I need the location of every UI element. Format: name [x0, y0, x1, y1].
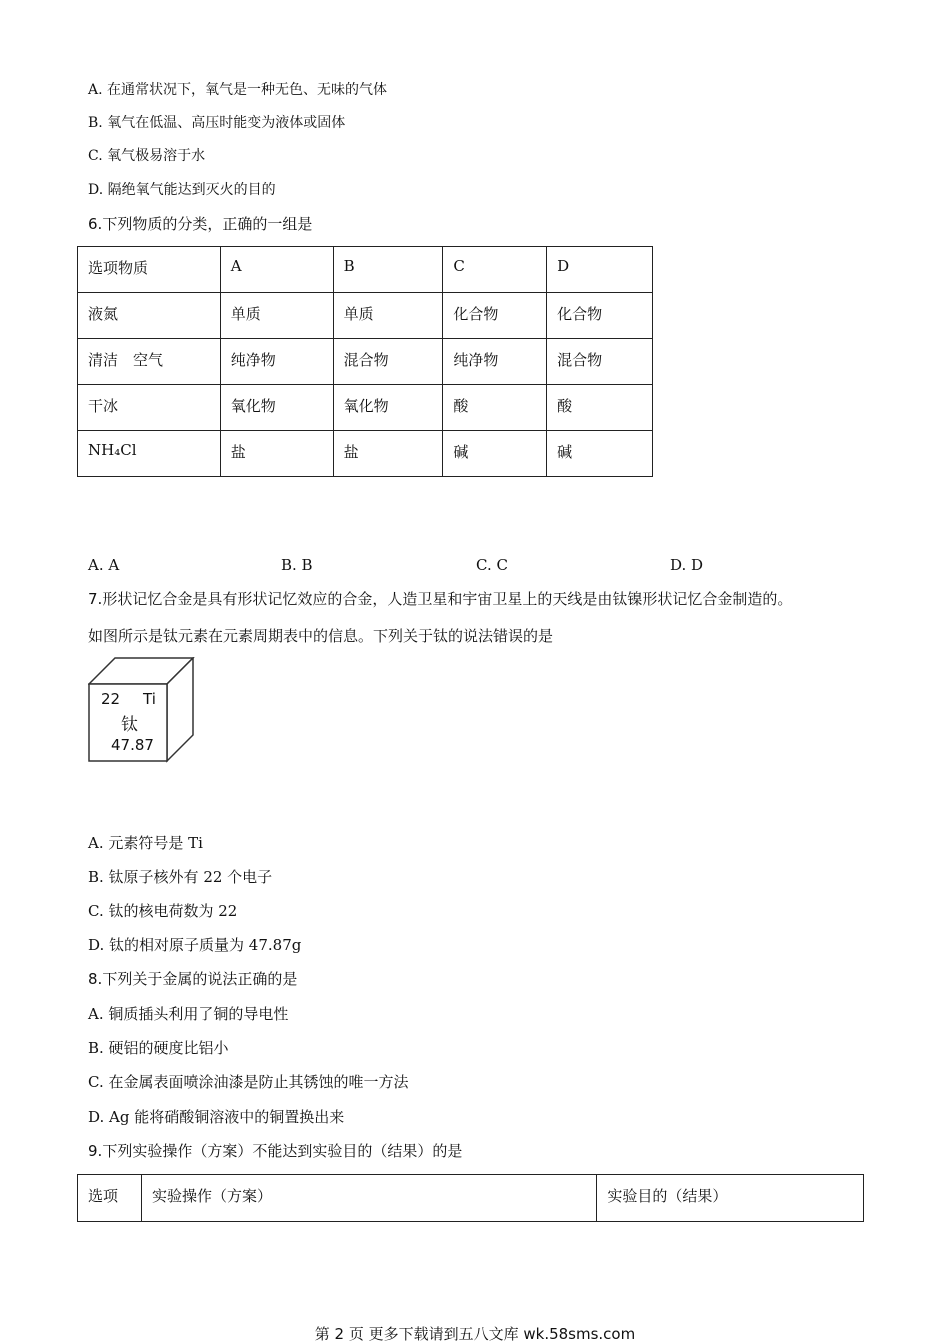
- q9-stem-text: 下列实验操作（方案）不能达到实验目的（结果）的是: [102, 1142, 463, 1160]
- table-cell: 氧化物: [333, 385, 443, 431]
- q7-option-a: A. 元素符号是 Ti: [88, 834, 203, 852]
- table-cell: 混合物: [333, 339, 443, 385]
- table-row: [78, 293, 653, 339]
- q9-experiment-table: [77, 1174, 864, 1222]
- q7-option-b: B. 钛原子核外有 22 个电子: [88, 868, 273, 886]
- table-cell: 氧化物: [220, 385, 333, 431]
- q7-option-d: D. 钛的相对原子质量为 47.87g: [88, 936, 302, 954]
- element-atomic-mass: 47.87: [111, 736, 154, 754]
- table-cell: 碱: [443, 431, 547, 477]
- q8-number: 8.: [88, 970, 103, 988]
- q8-option-c: C. 在金属表面喷涂油漆是防止其锈蚀的唯一方法: [88, 1073, 409, 1091]
- q8-option-d: D. Ag 能将硝酸铜溶液中的铜置换出来: [88, 1108, 345, 1126]
- q8-option-a: A. 铜质插头利用了铜的导电性: [88, 1005, 289, 1023]
- table-cell: 实验目的（结果）: [597, 1175, 864, 1222]
- table-cell: 实验操作（方案）: [141, 1175, 596, 1222]
- table-cell: 混合物: [547, 339, 653, 385]
- table-cell: 纯净物: [443, 339, 547, 385]
- q6-option-c: C. C: [476, 556, 508, 574]
- table-row: [78, 431, 653, 477]
- q6-stem-text: 下列物质的分类，正确的一组是: [102, 215, 313, 233]
- table-cell: 化合物: [443, 293, 547, 339]
- q6-stem: [88, 214, 312, 234]
- element-name: 钛: [121, 715, 138, 735]
- table-row: [78, 339, 653, 385]
- q5-option-d: D. 隔绝氧气能达到灭火的目的: [88, 182, 276, 198]
- q6-classification-table: [77, 246, 653, 477]
- table-header-row: [78, 1175, 864, 1222]
- table-cell: 化合物: [547, 293, 653, 339]
- table-cell: 酸: [443, 385, 547, 431]
- q6-option-d: D. D: [670, 556, 704, 574]
- q8-stem: [88, 969, 297, 989]
- table-cell: 盐: [220, 431, 333, 477]
- table-header-row: [78, 247, 653, 293]
- q7-number: 7.: [88, 590, 103, 608]
- table-cell: 单质: [220, 293, 333, 339]
- q8-stem-text: 下列关于金属的说法正确的是: [102, 970, 298, 988]
- table-cell: 选项: [78, 1175, 142, 1222]
- titanium-element-tile: [88, 657, 198, 767]
- q9-stem: [88, 1141, 462, 1161]
- q5-option-c: C. 氧气极易溶于水: [88, 148, 206, 164]
- q7-option-c: C. 钛的核电荷数为 22: [88, 902, 238, 920]
- table-cell: 干冰: [78, 385, 221, 431]
- table-cell: 单质: [333, 293, 443, 339]
- q5-option-a: A. 在通常状况下，氧气是一种无色、无味的气体: [88, 82, 388, 98]
- q6-option-b: B. B: [281, 556, 313, 574]
- q7-stem-text: 形状记忆合金是具有形状记忆效应的合金，人造卫星和宇宙卫星上的天线是由钛镍形状记忆合金制造的。: [102, 590, 793, 608]
- table-cell: A: [220, 247, 333, 293]
- table-cell: 酸: [547, 385, 653, 431]
- table-cell: NH₄Cl: [78, 431, 221, 477]
- table-cell: 清洁 空气: [78, 339, 221, 385]
- q5-option-b: B. 氧气在低温、高压时能变为液体或固体: [88, 115, 346, 131]
- element-symbol: Ti: [143, 690, 156, 708]
- table-cell: D: [547, 247, 653, 293]
- q6-option-a: A. A: [88, 556, 120, 574]
- table-cell: 盐: [333, 431, 443, 477]
- element-atomic-number: 22: [101, 690, 121, 708]
- q7-stem-line1: [88, 589, 792, 609]
- table-cell: B: [333, 247, 443, 293]
- q8-option-b: B. 硬铝的硬度比铝小: [88, 1039, 229, 1057]
- table-cell: 碱: [547, 431, 653, 477]
- table-cell: 选项物质: [78, 247, 221, 293]
- q9-number: 9.: [88, 1142, 103, 1160]
- table-row: [78, 385, 653, 431]
- table-cell: 纯净物: [220, 339, 333, 385]
- q7-stem-line2: 如图所示是钛元素在元素周期表中的信息。下列关于钛的说法错误的是: [88, 627, 554, 645]
- table-cell: 液氮: [78, 293, 221, 339]
- table-cell: C: [443, 247, 547, 293]
- page-footer: 第 2 页 更多下载请到五八文库 wk.58sms.com: [314, 1325, 636, 1343]
- q6-number: 6.: [88, 215, 103, 233]
